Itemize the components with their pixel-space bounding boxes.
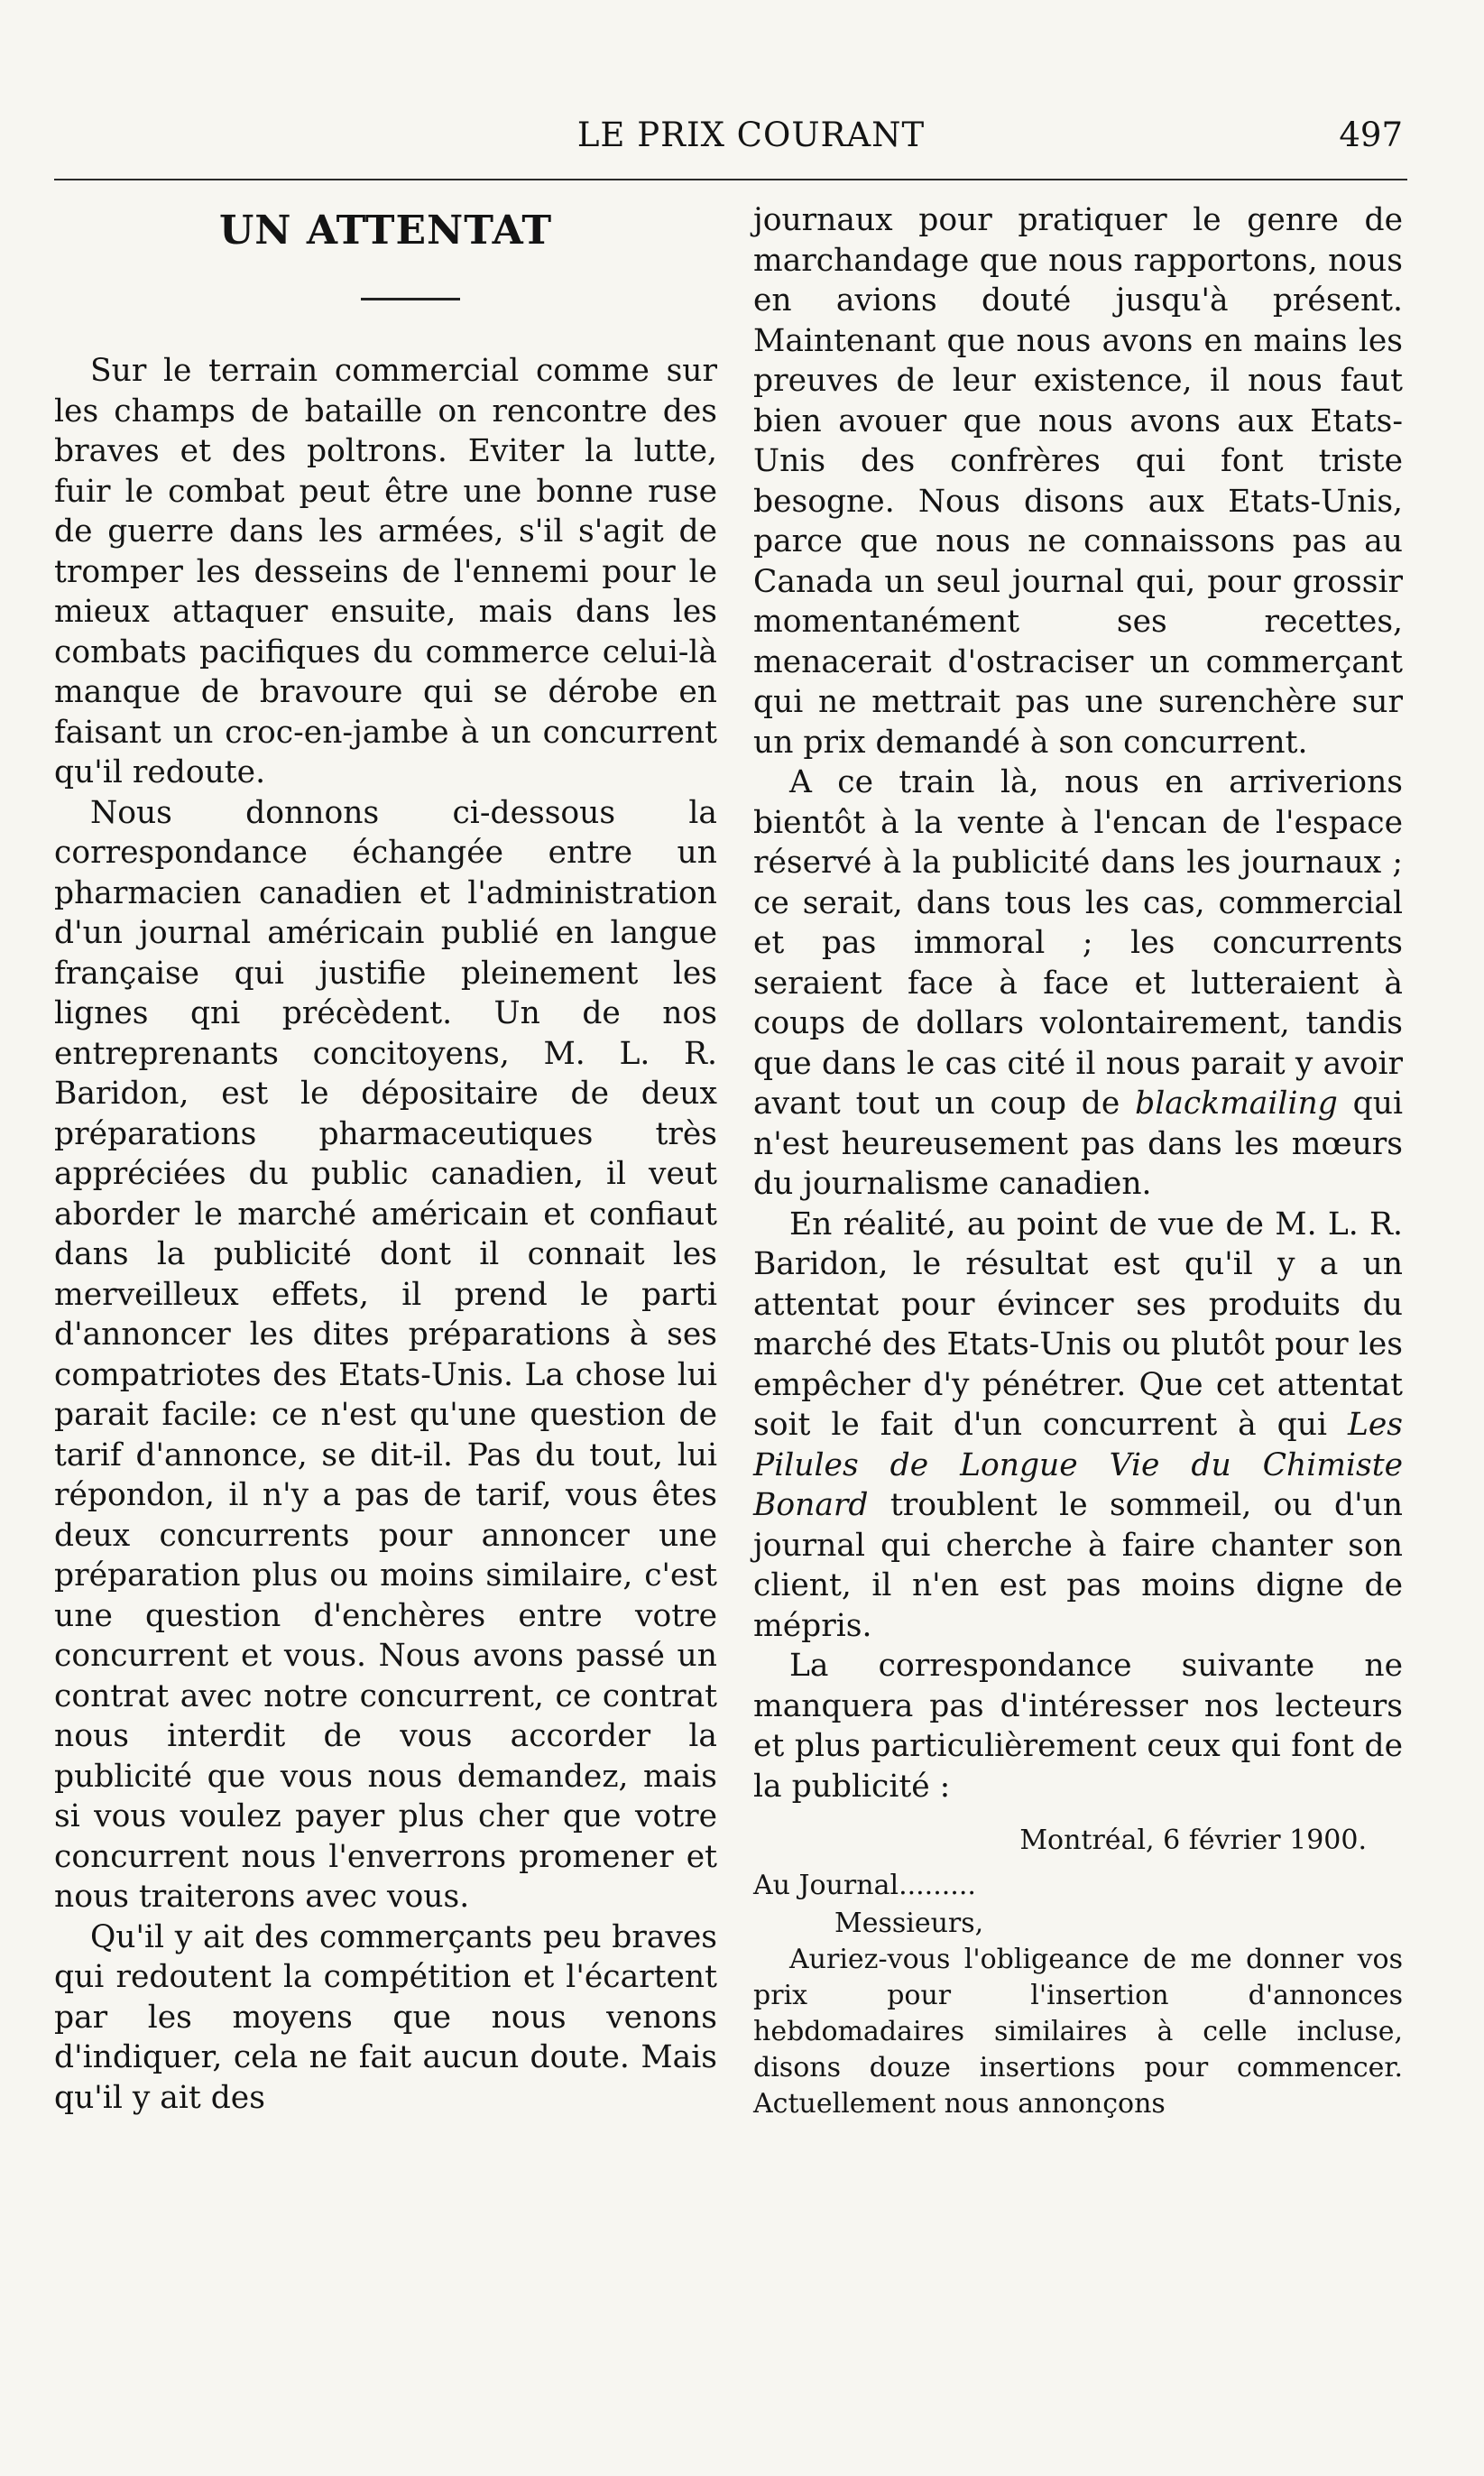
letter-salutation: Messieurs, (834, 1908, 984, 1939)
paragraph-text: En réalité, au point de vue de M. L. R. Baridon, le résultat est qu'il y a un attentat pour évincer ses produits du marché des Etats-Unis ou plutôt pour les empêcher d'y pénétrer. Que cet attentat soit le fait d'un concurrent à qui (753, 1206, 1403, 1443)
left-column (54, 200, 717, 2118)
paragraph: La correspondance suivante ne manquera pas d'intéresser nos lecteurs et plus particulièrement ceux qui font de la publicité : (753, 1648, 1403, 1805)
paragraph: Qu'il y ait des commerçants peu braves qui redoutent la compétition et l'écartent par les moyens que nous venons d'indiquer, cela ne fait aucun doute. Mais qu'il y ait des (54, 1918, 717, 2116)
paragraph: Nous donnons ci-dessous la correspondance échangée entre un pharmacien canadien et l'administration d'un journal américain publié en langue française qui justifie pleinement les lignes qni précèdent. Un de nos entreprenants concitoyens, M. L. R. Baridon, est le dépositaire de deux préparations pharmaceutiques très appréciées du public canadien, il veut aborder le marché américain et confiaut dans la publicité dont il connait les merveilleux effets, il prend le parti d'annoncer les dites préparations à ses compatriotes des Etats-Unis. La chose lui parait facile: ce n'est qu'une question de tarif d'annonce, se dit-il. Pas du tout, lui répondon, il n'y a pas de tarif, vous êtes deux concurrents pour annoncer une préparation plus ou moins similaire, c'est une question d'enchères entre votre concurrent et vous. Nous avons passé un contrat avec notre concurrent, ce contrat nous interdit de vous accorder la publicité que vous nous demandez, mais si vous voulez payer plus cher que votre concurrent nous l'enverrons promener et nous traiterons avec vous. (54, 794, 717, 1915)
title-ornament (361, 298, 460, 300)
paragraph: journaux pour pratiquer le genre de marchandage que nous rapportons, nous en avions douté jusqu'à présent. Maintenant que nous avons en mains les preuves de leur existence, il nous faut bien avouer que nous avons aux Etats-Unis des confrères qui font triste besogne. Nous disons aux Etats-Unis, parce que nous ne connaissons pas au Canada un seul journal qui, pour grossir momentanément ses recettes, menacerait d'ostraciser un commerçant qui ne mettrait pas une surenchère sur un prix demandé à son concurrent. (753, 202, 1403, 761)
paragraph-text: A ce train là, nous en arriverions bientôt à la vente à l'encan de l'espace réservé à la publicité dans les journaux ; ce serait, dans tous les cas, commercial et pas immoral ; les concurrents seraient face à face et lutteraient à coups de dollars volontairement, tandis que dans le cas cité il nous parait y avoir avant tout un coup de (753, 764, 1403, 1122)
paragraph: Sur le terrain commercial comme sur les champs de bataille on rencontre des braves et des poltrons. Eviter la lutte, fuir le combat peut être une bonne ruse de guerre dans les armées, s'il s'agit de tromper les desseins de l'ennemi pour le mieux attaquer ensuite, mais dans les combats pacifiques du commerce celui-là manque de bravoure qui se dérobe en faisant un croc-en-jambe à un concurrent qu'il redoute. (54, 353, 717, 790)
header-rule (54, 179, 1407, 180)
italic-product-name: Les Pilules de Longue Vie du Chimiste Bonard (753, 1407, 1403, 1523)
paragraph-text: troublent le sommeil, ou d'un journal qui cherche à faire chanter son client, il n'en est pas moins digne de mépris. (753, 1487, 1403, 1644)
article-title: UN ATTENTAT (218, 208, 553, 254)
paragraph (753, 762, 1403, 1205)
letter-date: Montréal, 6 février 1900. (1019, 1825, 1367, 1856)
paragraph (753, 1205, 1403, 1647)
page-header (99, 115, 1403, 161)
letter-recipient: Au Journal......... (753, 1870, 976, 1901)
running-title: LE PRIX COURANT (576, 115, 926, 154)
page-number: 497 (1339, 115, 1403, 154)
letter-body: Auriez-vous l'obligeance de me donner vos prix pour l'insertion d'annonces hebdomadaires similaires à celle incluse, disons douze insertions pour commencer. Actuellement nous annonçons (753, 1944, 1403, 2120)
italic-term: blackmailing (1135, 1086, 1338, 1122)
paragraph-text: qui n'est heureusement pas dans les mœurs du journalisme canadien. (753, 1086, 1403, 1202)
right-column (753, 200, 1403, 2122)
